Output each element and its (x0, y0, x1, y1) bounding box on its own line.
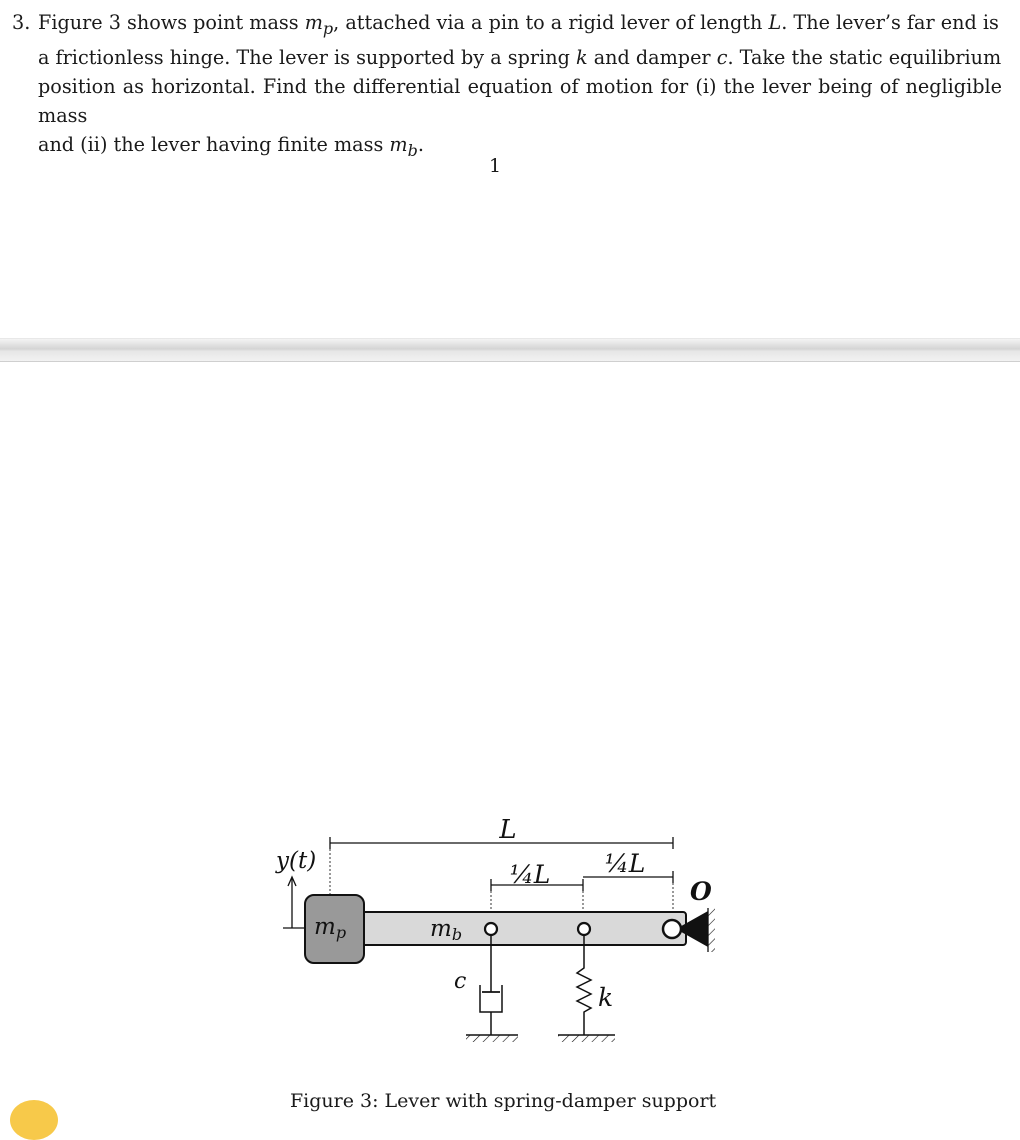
label-L: L (499, 815, 517, 845)
problem-line-2: a frictionless hinge. The lever is supported by a spring k and damper c. Take the static equilibrium (38, 45, 1002, 69)
problem-line-4: and (ii) the lever having finite mass $m_b$. (38, 132, 424, 160)
problem-line-3: position as horizontal. Find the differential equation of motion for (i) the lever being of negligible mass (38, 74, 1002, 127)
problem-line-1: 3. Figure 3 shows point mass $m_p$, attached via a pin to a rigid lever of length L. The lever’s far end is (12, 8, 1002, 43)
damper (454, 935, 518, 1042)
label-k: k (598, 983, 614, 1012)
label-y: y(t) (276, 848, 317, 874)
page-number: 1 (488, 155, 502, 177)
decorative-corner-shape (10, 1100, 58, 1140)
label-mb: mb (430, 916, 463, 944)
problem-number: 3. (12, 11, 31, 34)
label-O: O (690, 877, 712, 906)
label-quarter-left: ¼L (509, 860, 551, 889)
dimension-quarter-right (583, 849, 673, 920)
label-mp: mp (314, 914, 347, 942)
lever-bar (360, 912, 686, 945)
spring (558, 935, 615, 1042)
figure-caption: Figure 3: Lever with spring-damper support (290, 1090, 717, 1112)
label-c: c (454, 969, 467, 994)
spring-pin (578, 923, 590, 935)
label-quarter-right: ¼L (604, 849, 646, 878)
damper-pin (485, 923, 497, 935)
